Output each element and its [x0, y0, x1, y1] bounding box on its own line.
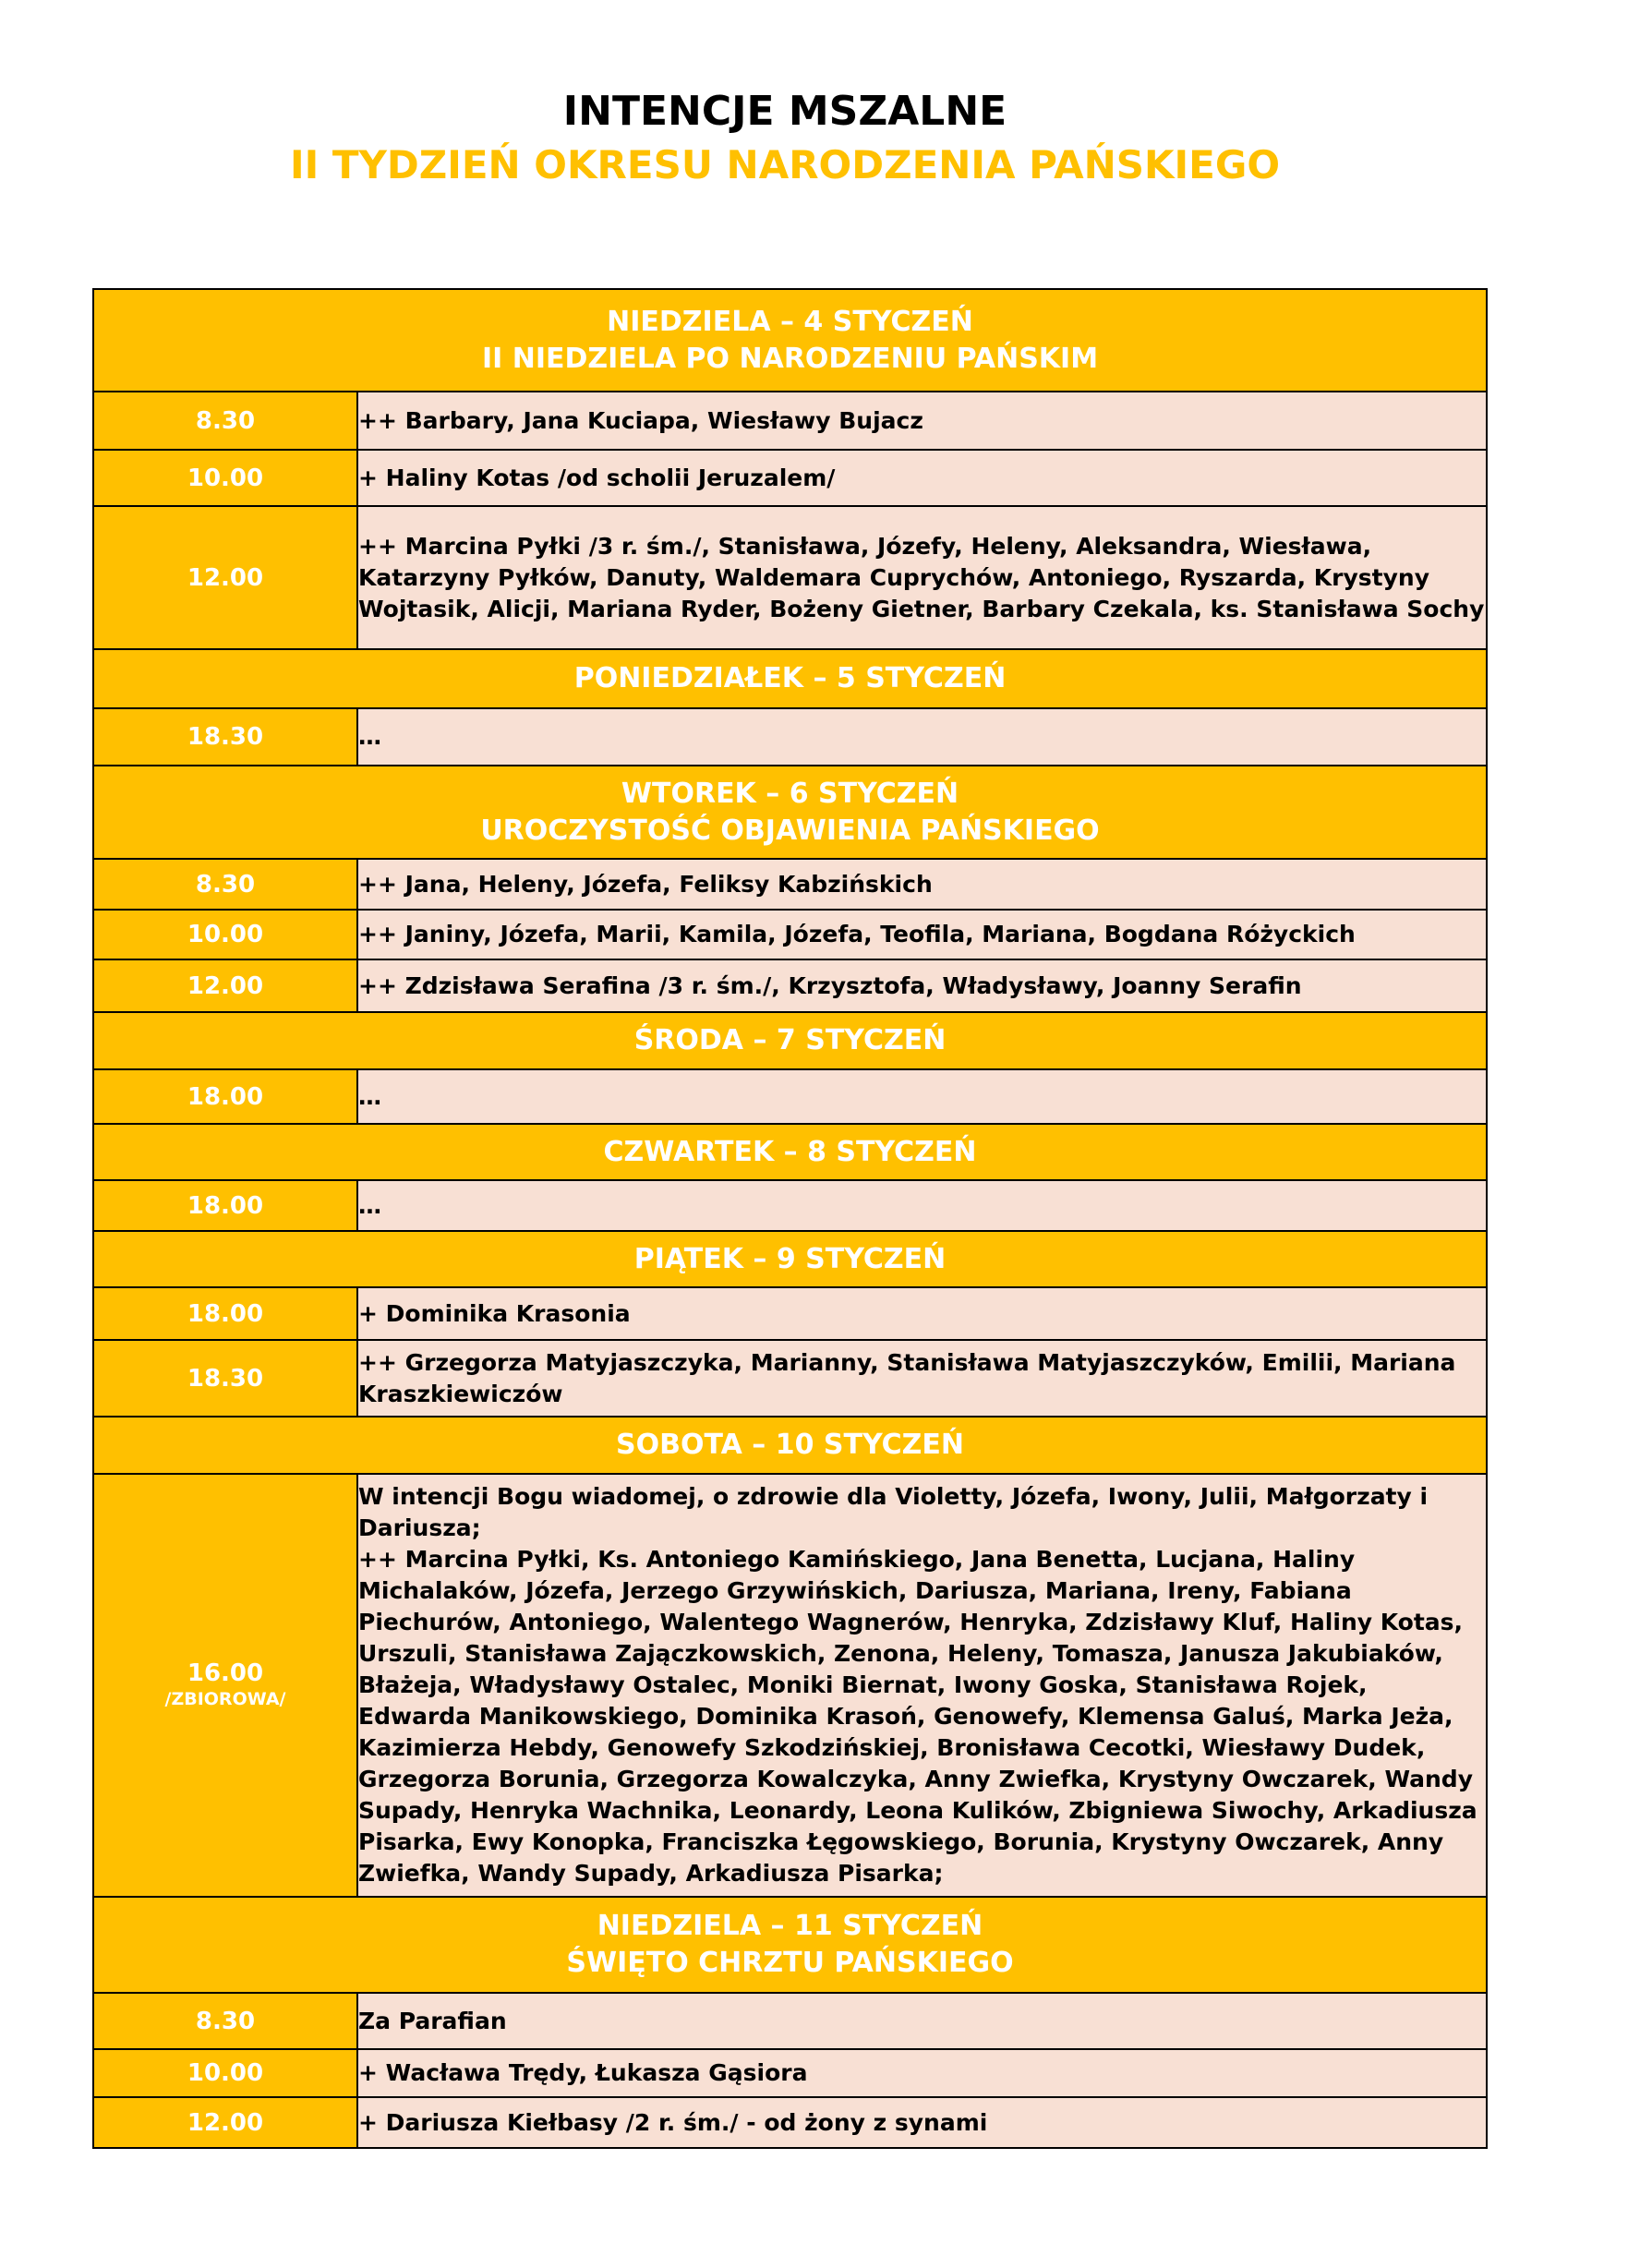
- day-heading: SOBOTA – 10 STYCZEŃ: [616, 1429, 965, 1461]
- mass-time: 18.30: [93, 708, 357, 766]
- mass-time: 8.30: [93, 859, 357, 910]
- day-heading: ŚRODA – 7 STYCZEŃ: [633, 1024, 947, 1056]
- day-header: [93, 289, 1487, 392]
- mass-time: 16.00: [187, 1659, 264, 1687]
- mass-time: 18.00: [93, 1069, 357, 1124]
- day-subheading: ŚWIĘTO CHRZTU PAŃSKIEGO: [566, 1947, 1014, 1979]
- mass-time: 12.00: [93, 959, 357, 1012]
- mass-intention: ++ Janiny, Józefa, Marii, Kamila, Józefa, Teofila, Mariana, Bogdana Różyckich: [357, 910, 1487, 959]
- mass-time: 18.30: [93, 1340, 357, 1417]
- mass-intention: …: [357, 1180, 1487, 1231]
- mass-row: [93, 2097, 1487, 2148]
- mass-row: [93, 1069, 1487, 1124]
- day-heading: NIEDZIELA – 11 STYCZEŃ: [597, 1910, 983, 1942]
- mass-intention: Za Parafian: [357, 1993, 1487, 2049]
- mass-row: [93, 1340, 1487, 1417]
- day-header: [93, 1012, 1487, 1069]
- mass-row: [93, 859, 1487, 910]
- day-heading: WTOREK – 6 STYCZEŃ: [621, 777, 959, 810]
- page-title: INTENCJE MSZALNE: [562, 88, 1007, 135]
- mass-intention: ++ Grzegorza Matyjaszczyka, Marianny, Stanisława Matyjaszczyków, Emilii, Mariana Kraszkiewiczów: [357, 1340, 1487, 1417]
- mass-row: [93, 506, 1487, 649]
- mass-time: 10.00: [93, 450, 357, 506]
- mass-row: [93, 1474, 1487, 1897]
- day-heading: NIEDZIELA – 4 STYCZEŃ: [607, 305, 973, 338]
- mass-time: 10.00: [93, 2049, 357, 2097]
- mass-intention: ++ Barbary, Jana Kuciapa, Wiesławy Bujacz: [357, 392, 1487, 450]
- mass-intention: ++ Marcina Pyłki /3 r. śm./, Stanisława, Józefy, Heleny, Aleksandra, Wiesława, Katarzyny Pyłków, Danuty, Waldemara Cuprychów, Antoniego, Ryszarda, Krystyny Wojtasik, Alicji, Mariana Ryder, Bożeny Gietner, Barbary Czekala, ks. Stanisława Sochy: [357, 506, 1487, 649]
- mass-row: [93, 2049, 1487, 2097]
- day-header: [93, 649, 1487, 708]
- day-header-row: [93, 1417, 1487, 1474]
- mass-time: 8.30: [93, 1993, 357, 2049]
- mass-intention: W intencji Bogu wiadomej, o zdrowie dla Violetty, Józefa, Iwony, Julii, Małgorzaty i Dariusza;: [358, 1483, 1429, 1541]
- day-heading: PIĄTEK – 9 STYCZEŃ: [633, 1242, 947, 1275]
- mass-time-cell: [93, 1474, 357, 1897]
- day-header: [93, 1231, 1487, 1287]
- day-header-row: [93, 289, 1487, 392]
- mass-intention: …: [357, 1069, 1487, 1124]
- mass-time: 12.00: [93, 506, 357, 649]
- mass-intention: + Wacława Trędy, Łukasza Gąsiora: [357, 2049, 1487, 2097]
- mass-intention: + Haliny Kotas /od scholii Jeruzalem/: [357, 450, 1487, 506]
- mass-intention: ++ Zdzisława Serafina /3 r. śm./, Krzysztofa, Władysławy, Joanny Serafin: [357, 959, 1487, 1012]
- day-header-row: [93, 766, 1487, 859]
- document-header: [0, 85, 1570, 192]
- day-header: [93, 1417, 1487, 1474]
- day-header-row: [93, 1231, 1487, 1287]
- mass-intention: ++ Jana, Heleny, Józefa, Feliksy Kabzińskich: [357, 859, 1487, 910]
- mass-row: [93, 1993, 1487, 2049]
- day-heading: PONIEDZIAŁEK – 5 STYCZEŃ: [573, 662, 1007, 694]
- mass-row: [93, 910, 1487, 959]
- mass-time: 12.00: [93, 2097, 357, 2148]
- mass-time: 8.30: [93, 392, 357, 450]
- page-subtitle: II TYDZIEŃ OKRESU NARODZENIA PAŃSKIEGO: [289, 142, 1281, 187]
- day-header: [93, 1897, 1487, 1993]
- mass-intention: + Dominika Krasonia: [357, 1287, 1487, 1340]
- mass-intention-list: ++ Marcina Pyłki, Ks. Antoniego Kamińskiego, Jana Benetta, Lucjana, Haliny Michalaków, Józefa, Jerzego Grzywińskich, Dariusza, Mariana, Ireny, Fabiana Piechurów, Antoniego, Walentego Wagnerów, Henryka, Zdzisławy Kluf, Haliny Kotas, Urszuli, Stanisława Zajączkowskich, Zenona, Heleny, Tomasza, Janusza Jakubiaków, Błażeja, Władysławy Ostalec, Moniki Biernat, Iwony Goska, Stanisława Rojek, Edwarda Manikowskiego, Dominika Krasoń, Genowefy, Klemensa Galuś, Marka Jeża, Kazimierza Hebdy, Genowefy Szkodzińskiej, Bronisława Cecotki, Wiesławy Dudek, Grzegorza Borunia, Grzegorza Kowalczyka, Anny Zwiefka, Krystyny Owczarek, Wandy Supady, Henryka Wachnika, Leonardy, Leona Kulików, Zbigniewa Siwochy, Arkadiusza Pisarka, Ewy Konopka, Franciszka Łęgowskiego, Borunia, Krystyny Owczarek, Anny Zwiefka, Wandy Supady, Arkadiusza Pisarka;: [358, 1546, 1477, 1887]
- mass-row: [93, 450, 1487, 506]
- day-header: [93, 1124, 1487, 1180]
- mass-schedule-table: [92, 288, 1488, 2149]
- mass-time-note: /ZBIOROWA/: [164, 1689, 286, 1709]
- mass-row: [93, 959, 1487, 1012]
- day-header-row: [93, 1012, 1487, 1069]
- mass-row: [93, 708, 1487, 766]
- day-header-row: [93, 1897, 1487, 1993]
- mass-time: 10.00: [93, 910, 357, 959]
- mass-intention: …: [357, 708, 1487, 766]
- day-subheading: II NIEDZIELA PO NARODZENIU PAŃSKIM: [481, 342, 1099, 375]
- mass-intention-cell: [357, 1474, 1487, 1897]
- day-header: [93, 766, 1487, 859]
- day-subheading: UROCZYSTOŚĆ OBJAWIENIA PAŃSKIEGO: [480, 814, 1100, 847]
- mass-row: [93, 1180, 1487, 1231]
- mass-time: 18.00: [93, 1180, 357, 1231]
- mass-row: [93, 392, 1487, 450]
- mass-row: [93, 1287, 1487, 1340]
- day-header-row: [93, 649, 1487, 708]
- day-heading: CZWARTEK – 8 STYCZEŃ: [603, 1135, 977, 1168]
- mass-intention: + Dariusza Kiełbasy /2 r. śm./ - od żony z synami: [357, 2097, 1487, 2148]
- day-header-row: [93, 1124, 1487, 1180]
- mass-time: 18.00: [93, 1287, 357, 1340]
